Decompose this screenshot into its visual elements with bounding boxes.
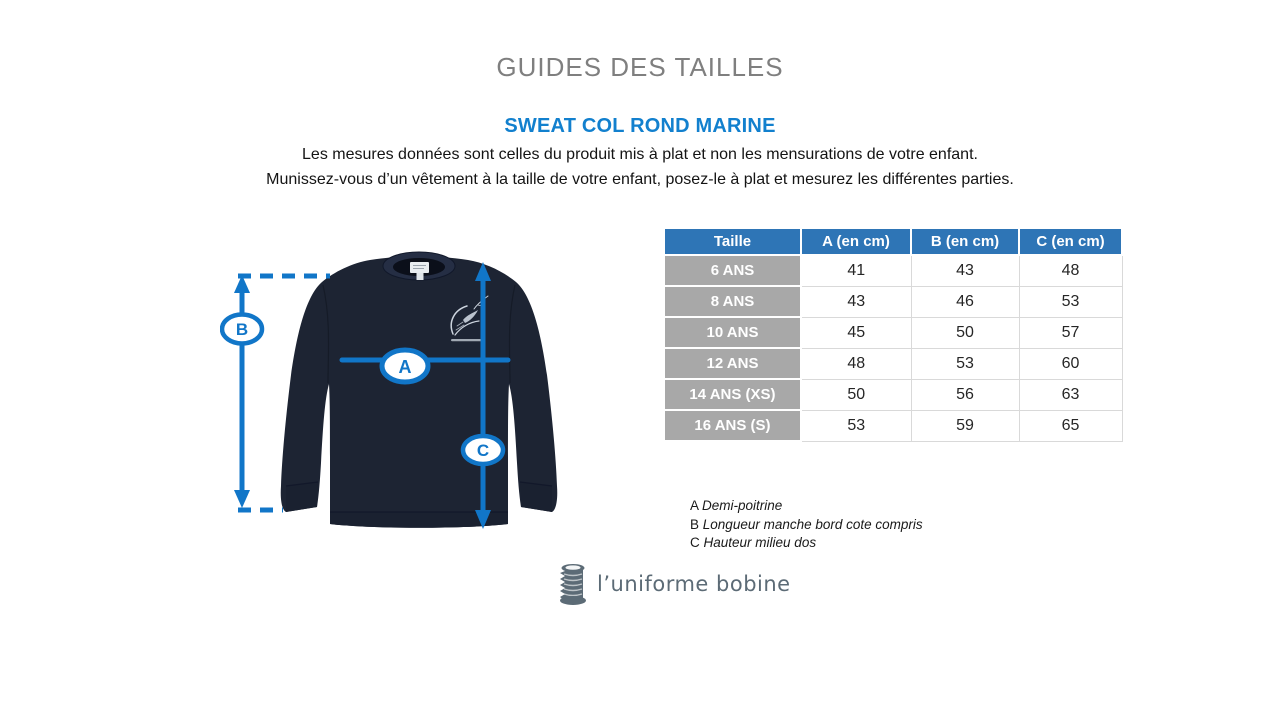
brand-name: l’uniforme bobine xyxy=(597,572,791,596)
legend-text: Hauteur milieu dos xyxy=(703,535,817,550)
value-cell: 53 xyxy=(911,348,1019,379)
value-cell: 43 xyxy=(801,286,911,317)
measurement-diagram xyxy=(220,235,580,545)
value-cell: 56 xyxy=(911,379,1019,410)
measure-badge-a xyxy=(382,350,428,382)
value-cell: 50 xyxy=(801,379,911,410)
size-table-header-row xyxy=(664,228,1122,255)
table-row xyxy=(664,410,1122,441)
table-row xyxy=(664,286,1122,317)
legend-text: Longueur manche bord cote compris xyxy=(702,516,923,532)
col-header-a: A (en cm) xyxy=(801,228,911,255)
description-line-1: Les mesures données sont celles du produit mis à plat et non les mensurations de votre enfant. xyxy=(302,146,978,163)
size-cell: 16 ANS (S) xyxy=(664,410,801,441)
value-cell: 50 xyxy=(911,317,1019,348)
legend-letter: A xyxy=(690,498,699,513)
value-cell: 53 xyxy=(1019,286,1122,317)
sweatshirt-photo xyxy=(281,252,558,528)
value-cell: 43 xyxy=(911,255,1019,286)
value-cell: 57 xyxy=(1019,317,1122,348)
col-header-b: B (en cm) xyxy=(911,228,1019,255)
label-b: B xyxy=(235,320,249,339)
value-cell: 53 xyxy=(801,410,911,441)
size-cell: 14 ANS (XS) xyxy=(664,379,801,410)
measurement-legend xyxy=(690,497,923,553)
size-cell: 10 ANS xyxy=(664,317,801,348)
value-cell: 45 xyxy=(801,317,911,348)
legend-letter: C xyxy=(690,535,700,550)
table-row xyxy=(664,379,1122,410)
left-cuff xyxy=(286,482,318,512)
description-line-2: Munissez-vous d’un vêtement à la taille de votre enfant, posez-le à plat et mesurez les différentes parties. xyxy=(266,171,1014,188)
value-cell: 60 xyxy=(1019,348,1122,379)
value-cell: 59 xyxy=(911,410,1019,441)
right-cuff xyxy=(520,482,552,512)
page-title: GUIDES DES TAILLES xyxy=(496,52,784,82)
table-row xyxy=(664,317,1122,348)
size-cell: 8 ANS xyxy=(664,286,801,317)
col-header-taille: Taille xyxy=(664,228,801,255)
value-cell: 41 xyxy=(801,255,911,286)
legend-item-a xyxy=(690,497,923,516)
size-cell: 6 ANS xyxy=(664,255,801,286)
measure-badge-b xyxy=(222,315,262,344)
product-name: SWEAT COL ROND MARINE xyxy=(504,115,776,137)
value-cell: 46 xyxy=(911,286,1019,317)
legend-item-c xyxy=(690,534,923,553)
label-a: A xyxy=(398,357,412,377)
value-cell: 48 xyxy=(1019,255,1122,286)
bobbin-spool-icon xyxy=(556,561,590,607)
col-header-c: C (en cm) xyxy=(1019,228,1122,255)
value-cell: 63 xyxy=(1019,379,1122,410)
legend-text: Demi-poitrine xyxy=(702,498,783,513)
table-row xyxy=(664,255,1122,286)
legend-letter: B xyxy=(690,516,700,532)
table-row xyxy=(664,348,1122,379)
value-cell: 65 xyxy=(1019,410,1122,441)
legend-item-b xyxy=(690,516,923,535)
label-c: C xyxy=(476,441,490,460)
value-cell: 48 xyxy=(801,348,911,379)
brand-logo xyxy=(556,561,791,607)
measure-badge-c xyxy=(463,436,503,464)
size-table xyxy=(663,227,1123,442)
size-cell: 12 ANS xyxy=(664,348,801,379)
